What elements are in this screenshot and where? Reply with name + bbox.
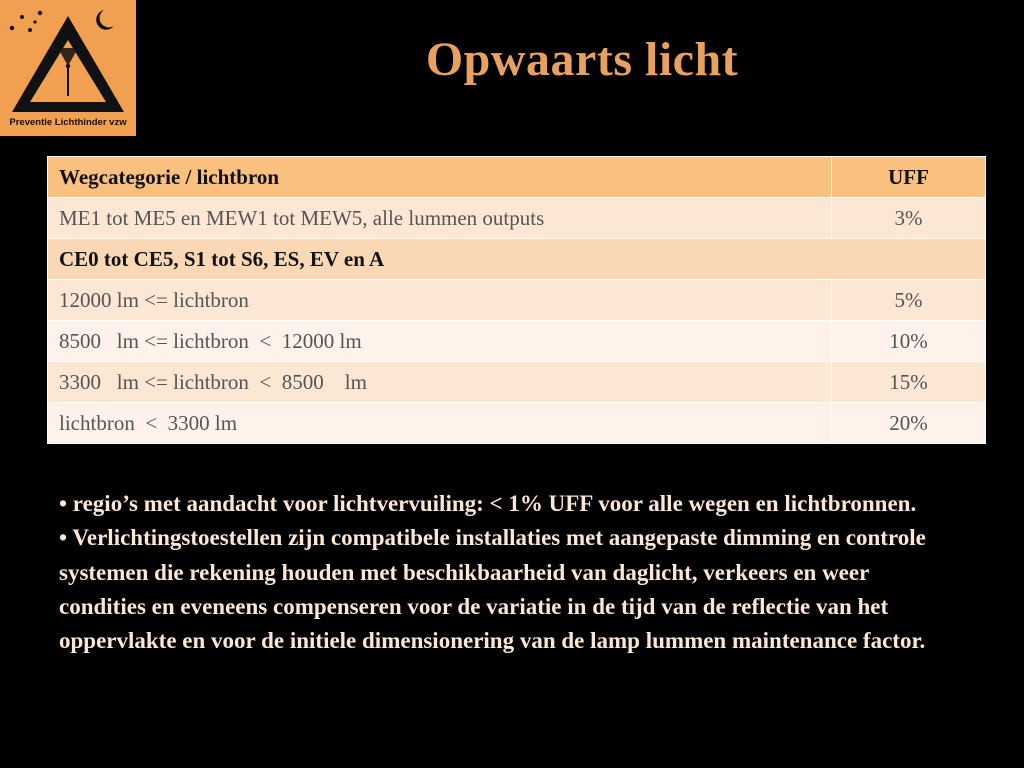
table-row [48, 362, 986, 403]
section-label: CE0 tot CE5, S1 tot S6, ES, EV en A [48, 239, 986, 280]
logo [0, 0, 136, 136]
row-label: ME1 tot ME5 en MEW1 tot MEW5, alle lummen outputs [48, 198, 832, 239]
table-row [48, 403, 986, 444]
row-value: 5% [832, 280, 986, 321]
header-category: Wegcategorie / lichtbron [48, 157, 832, 198]
warning-triangle-logo-icon [0, 0, 136, 136]
row-value: 3% [832, 198, 986, 239]
row-label: 12000 lm <= lichtbron [48, 280, 832, 321]
bullet-list [59, 487, 959, 658]
table-row [48, 280, 986, 321]
table-row [48, 198, 986, 239]
table-header-row [48, 157, 986, 198]
row-label: lichtbron < 3300 lm [48, 403, 832, 444]
uff-table [47, 156, 986, 444]
row-value: 15% [832, 362, 986, 403]
row-label: 3300 lm <= lichtbron < 8500 lm [48, 362, 832, 403]
bullet-item: • Verlichtingstoestellen zijn compatibele installaties met aangepaste dimming en controle systemen die rekening houden met beschikbaarheid van daglicht, verkeers en weer condities en eveneens compenseren voor de variatie in de tijd van de reflectie van het oppervlakte en voor de initiele dimensionering van de lamp lummen maintenance factor. [59, 525, 926, 654]
logo-caption: Preventie Lichthinder vzw [9, 117, 127, 128]
row-value: 20% [832, 403, 986, 444]
bullet-item: • regio’s met aandacht voor lichtvervuiling: < 1% UFF voor alle wegen en lichtbronnen. [59, 491, 917, 516]
page-title: Opwaarts licht [425, 33, 739, 86]
table-row [48, 321, 986, 362]
table-section-row [48, 239, 986, 280]
row-value: 10% [832, 321, 986, 362]
header-uff: UFF [832, 157, 986, 198]
row-label: 8500 lm <= lichtbron < 12000 lm [48, 321, 832, 362]
